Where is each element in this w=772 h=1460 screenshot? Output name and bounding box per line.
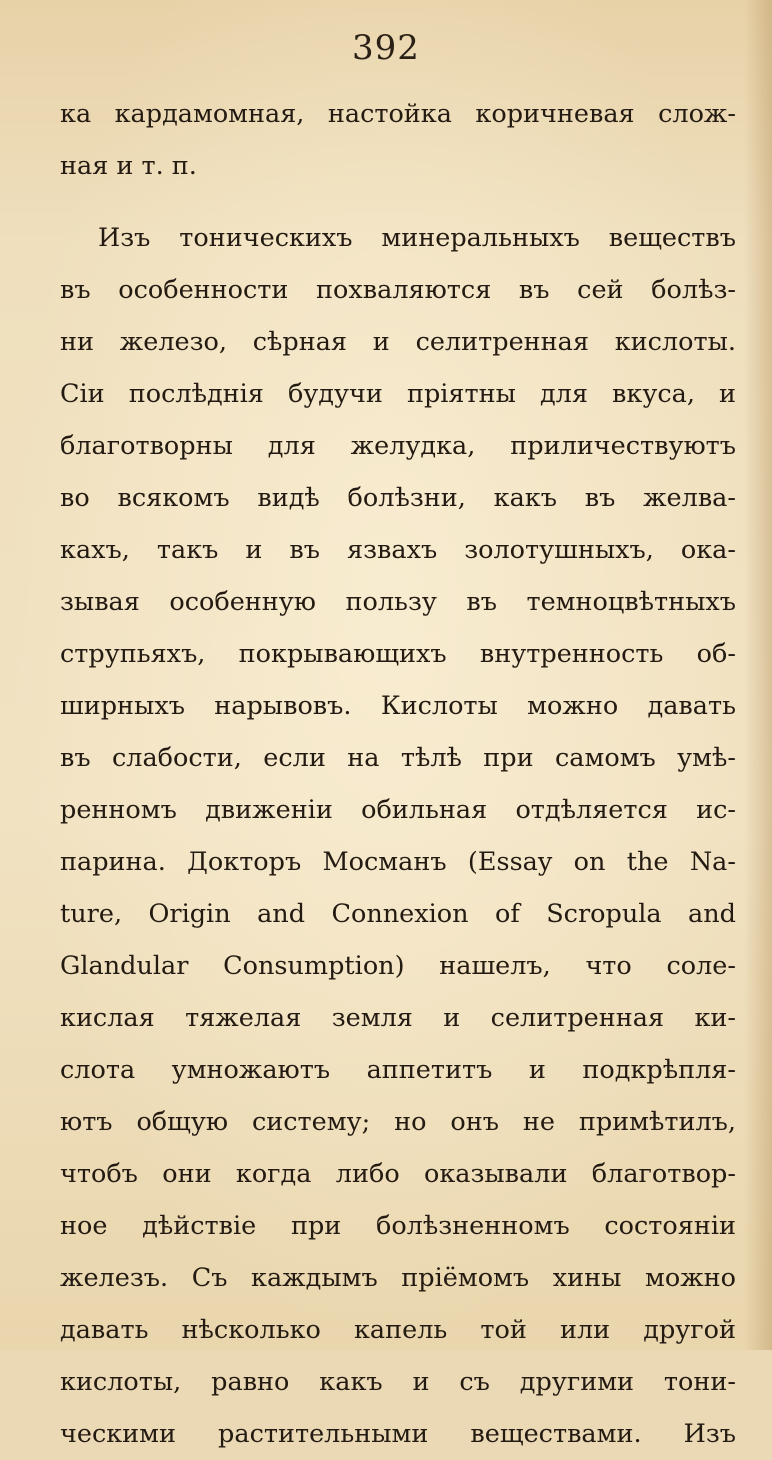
paragraph-gap — [60, 192, 736, 212]
page-number: 392 — [352, 28, 420, 68]
text-line: ни железо, сѣрная и селитренная кислоты. — [60, 327, 736, 357]
text-line: ная и т. п. — [60, 151, 197, 181]
text-line: ширныхъ нарывовъ. Кислоты можно давать — [60, 691, 736, 721]
text-line: ное дѣйствіе при болѣзненномъ состояніи — [60, 1211, 736, 1241]
text-line: ютъ общую систему; но онъ не примѣтилъ, — [60, 1107, 736, 1137]
text-line: Сіи послѣднія будучи пріятны для вкуса, и — [60, 379, 736, 409]
text-line: слота умножаютъ аппетитъ и подкрѣпля- — [60, 1055, 736, 1085]
text-line: давать нѣсколько капель той или другой — [60, 1315, 736, 1345]
text-line: въ слабости, если на тѣлѣ при самомъ умѣ- — [60, 743, 736, 773]
text-line: кислоты, равно какъ и съ другими тони- — [60, 1367, 736, 1397]
text-line: парина. Докторъ Мосманъ (Essay on the Na- — [60, 847, 736, 877]
text-line: Glandular Consumption) нашелъ, что соле- — [60, 951, 736, 981]
text-line: ка кардамомная, настойка коричневая слож- — [60, 99, 736, 129]
page-text — [60, 88, 736, 1460]
text-line: во всякомъ видѣ болѣзни, какъ въ желва- — [60, 483, 736, 513]
text-line: Изъ тоническихъ минеральныхъ веществъ — [98, 223, 736, 253]
text-line: въ особенности похваляются въ сей болѣз- — [60, 275, 736, 305]
text-line: благотворны для желудка, приличествуютъ — [60, 431, 736, 461]
text-line: чтобъ они когда либо оказывали благотвор- — [60, 1159, 736, 1189]
page-edge-shadow — [744, 0, 772, 1350]
text-line: зывая особенную пользу въ темноцвѣтныхъ — [60, 587, 736, 617]
text-line: ренномъ движеніи обильная отдѣляется ис- — [60, 795, 736, 825]
text-line: кахъ, такъ и въ язвахъ золотушныхъ, ока- — [60, 535, 736, 565]
text-line: кислая тяжелая земля и селитренная ки- — [60, 1003, 736, 1033]
text-line: ture, Origin and Connexion of Scropula and — [60, 899, 736, 929]
text-line: железъ. Съ каждымъ пріёмомъ хины можно — [60, 1263, 736, 1293]
text-line: ческими растительными веществами. Изъ — [60, 1419, 736, 1449]
text-line: струпьяхъ, покрывающихъ внутренность об- — [60, 639, 736, 669]
